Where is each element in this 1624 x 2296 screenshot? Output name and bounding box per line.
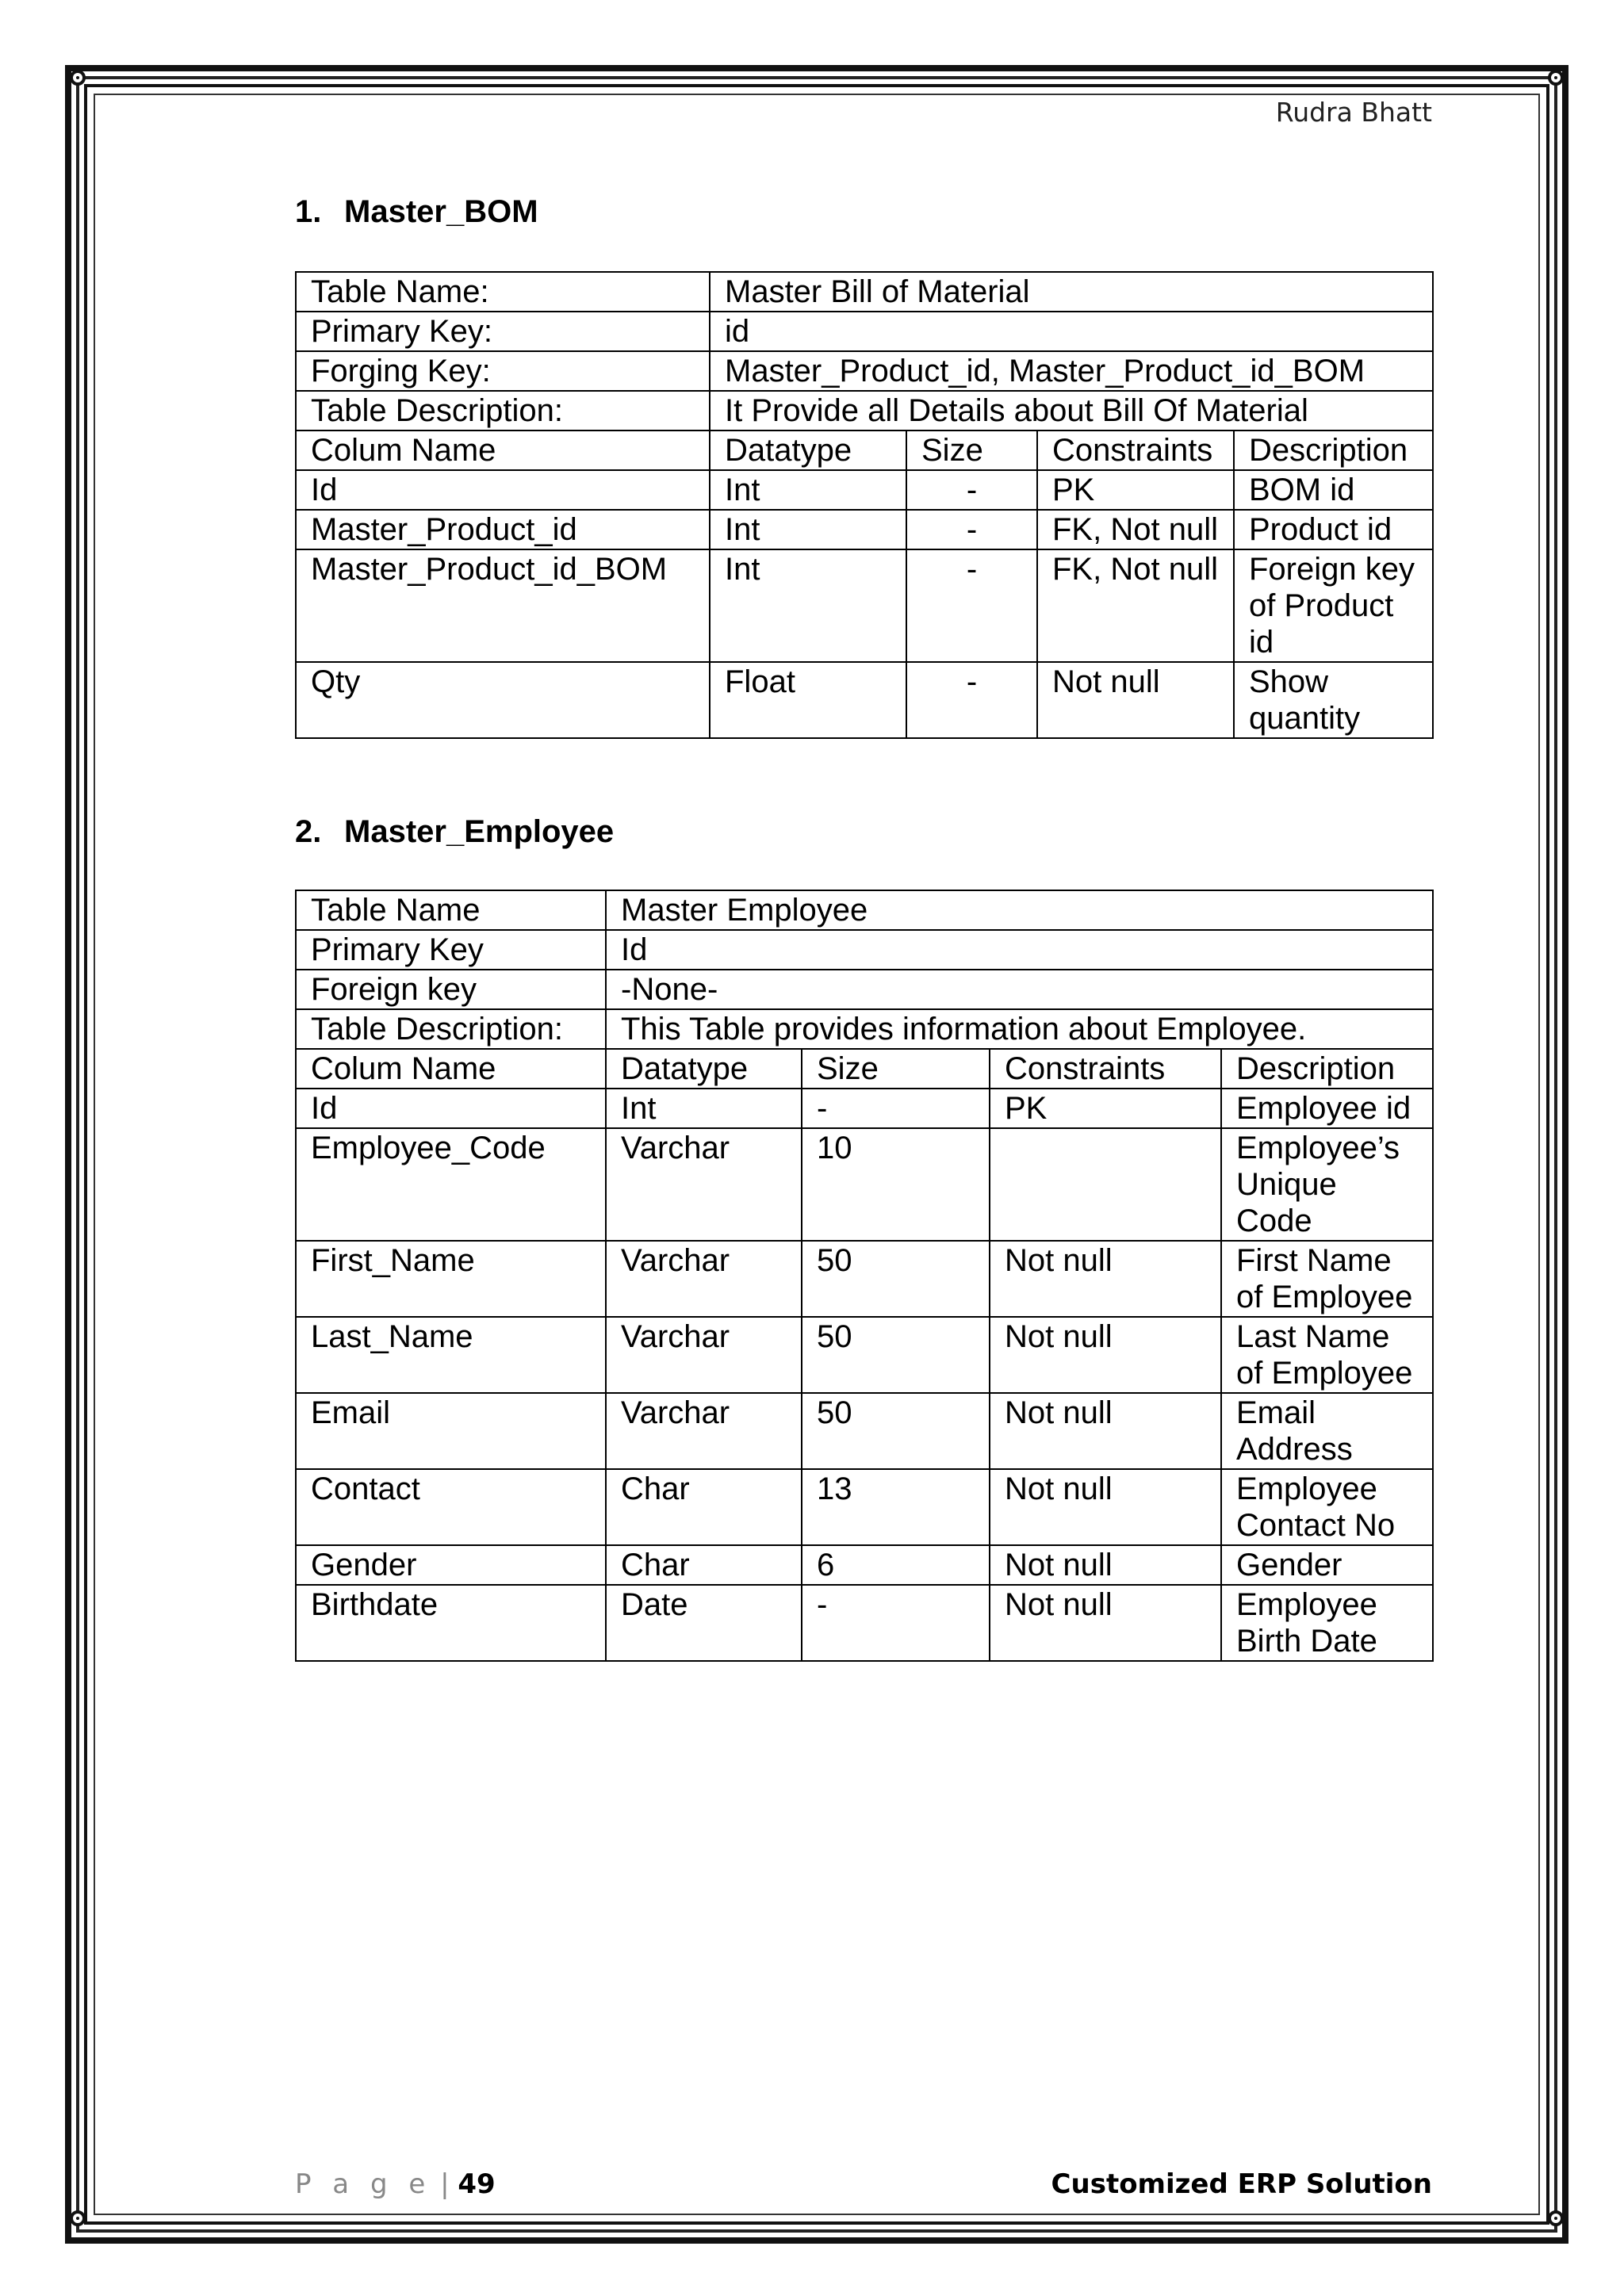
table-meta-row <box>296 272 1433 312</box>
corner-ornament-icon <box>70 70 86 86</box>
meta-label: Table Description: <box>296 1009 606 1049</box>
table-cell: 50 <box>802 1393 990 1469</box>
table-row <box>296 662 1433 738</box>
column-header: Colum Name <box>296 1049 606 1089</box>
table-cell <box>990 1128 1221 1241</box>
table-cell: 50 <box>802 1241 990 1317</box>
table-cell: BOM id <box>1234 470 1433 510</box>
table-cell: Qty <box>296 662 710 738</box>
table-cell: - <box>906 662 1037 738</box>
table-row <box>296 1545 1433 1585</box>
table-cell: Employee_Code <box>296 1128 606 1241</box>
table-cell: Varchar <box>606 1241 802 1317</box>
column-header: Description <box>1234 430 1433 470</box>
table-cell: Not null <box>990 1469 1221 1545</box>
footer-title: Customized ERP Solution <box>1051 2168 1432 2200</box>
table-cell: Foreign key of Product id <box>1234 549 1433 662</box>
table-cell: - <box>906 549 1037 662</box>
meta-label: Forging Key: <box>296 351 710 391</box>
table-row <box>296 1393 1433 1469</box>
meta-label: Foreign key <box>296 970 606 1009</box>
table-meta-row <box>296 890 1433 930</box>
section1-heading <box>295 194 538 230</box>
table-meta-row <box>296 970 1433 1009</box>
table-cell: Product id <box>1234 510 1433 549</box>
table-cell: Master_Product_id_BOM <box>296 549 710 662</box>
table-cell: Contact <box>296 1469 606 1545</box>
table-meta-row <box>296 391 1433 430</box>
table-cell: 13 <box>802 1469 990 1545</box>
table-cell: Id <box>296 470 710 510</box>
table-cell: FK, Not null <box>1037 510 1234 549</box>
footer-page-number: P a g e | 49 <box>295 2168 496 2200</box>
table-cell: Varchar <box>606 1128 802 1241</box>
meta-label: Primary Key: <box>296 312 710 351</box>
corner-ornament-icon <box>1548 2210 1564 2226</box>
table-meta-row <box>296 930 1433 970</box>
meta-label: Table Name <box>296 890 606 930</box>
table-cell: Not null <box>1037 662 1234 738</box>
table-meta-row <box>296 312 1433 351</box>
table-cell: Int <box>710 470 906 510</box>
section2-heading <box>295 814 614 850</box>
table-row <box>296 510 1433 549</box>
table-row <box>296 549 1433 662</box>
meta-value: Master Employee <box>606 890 1433 930</box>
section2-number: 2. <box>295 814 322 849</box>
table-cell: Last_Name <box>296 1317 606 1393</box>
column-header: Datatype <box>710 430 906 470</box>
meta-value: Id <box>606 930 1433 970</box>
table-cell: Gender <box>1221 1545 1433 1585</box>
header-author: Rudra Bhatt <box>1275 97 1432 128</box>
meta-label: Table Name: <box>296 272 710 312</box>
table-cell: First_Name <box>296 1241 606 1317</box>
column-header: Datatype <box>606 1049 802 1089</box>
column-header: Constraints <box>1037 430 1234 470</box>
meta-label: Primary Key <box>296 930 606 970</box>
table-meta-row <box>296 351 1433 391</box>
page-number: 49 <box>458 2168 496 2200</box>
table-cell: Email <box>296 1393 606 1469</box>
table-cell: Email Address <box>1221 1393 1433 1469</box>
table-cell: Not null <box>990 1393 1221 1469</box>
table-row <box>296 1128 1433 1241</box>
table-row <box>296 470 1433 510</box>
table-cell: Int <box>606 1089 802 1128</box>
table-row <box>296 1089 1433 1128</box>
table-cell: - <box>906 510 1037 549</box>
table-cell: Varchar <box>606 1317 802 1393</box>
table-cell: PK <box>990 1089 1221 1128</box>
table-cell: First Name of Employee <box>1221 1241 1433 1317</box>
table-cell: Not null <box>990 1317 1221 1393</box>
table-cell: Master_Product_id <box>296 510 710 549</box>
table-cell: Char <box>606 1469 802 1545</box>
table-cell: Char <box>606 1545 802 1585</box>
column-header: Size <box>802 1049 990 1089</box>
table-cell: - <box>802 1089 990 1128</box>
table-cell: Id <box>296 1089 606 1128</box>
table-cell: - <box>906 470 1037 510</box>
table-cell: Varchar <box>606 1393 802 1469</box>
table-cell: Last Name of Employee <box>1221 1317 1433 1393</box>
corner-ornament-icon <box>1548 70 1564 86</box>
table-cell: Not null <box>990 1585 1221 1661</box>
table-row <box>296 1241 1433 1317</box>
meta-label: Table Description: <box>296 391 710 430</box>
meta-value: This Table provides information about Employee. <box>606 1009 1433 1049</box>
column-header: Constraints <box>990 1049 1221 1089</box>
table-cell: - <box>802 1585 990 1661</box>
master-bom-table <box>295 271 1434 739</box>
table-cell: Employee Birth Date <box>1221 1585 1433 1661</box>
column-header: Description <box>1221 1049 1433 1089</box>
table-cell: Not null <box>990 1545 1221 1585</box>
meta-value: Master_Product_id, Master_Product_id_BOM <box>710 351 1433 391</box>
master-employee-table <box>295 890 1434 1662</box>
meta-value: id <box>710 312 1433 351</box>
table-header-row <box>296 430 1433 470</box>
table-cell: 10 <box>802 1128 990 1241</box>
meta-value: Master Bill of Material <box>710 272 1433 312</box>
table-cell: Show quantity <box>1234 662 1433 738</box>
page-label: P a g e <box>295 2168 432 2200</box>
table-row <box>296 1585 1433 1661</box>
table-cell: Birthdate <box>296 1585 606 1661</box>
table-cell: 6 <box>802 1545 990 1585</box>
table-header-row <box>296 1049 1433 1089</box>
table-row <box>296 1317 1433 1393</box>
table-cell: FK, Not null <box>1037 549 1234 662</box>
table-cell: Employee’s Unique Code <box>1221 1128 1433 1241</box>
table-cell: 50 <box>802 1317 990 1393</box>
table-cell: Gender <box>296 1545 606 1585</box>
column-header: Size <box>906 430 1037 470</box>
table-cell: Float <box>710 662 906 738</box>
table-cell: Employee id <box>1221 1089 1433 1128</box>
column-header: Colum Name <box>296 430 710 470</box>
table-cell: Date <box>606 1585 802 1661</box>
section1-number: 1. <box>295 194 322 229</box>
meta-value: -None- <box>606 970 1433 1009</box>
table-cell: Employee Contact No <box>1221 1469 1433 1545</box>
table-cell: Int <box>710 510 906 549</box>
section2-title: Master_Employee <box>344 814 615 849</box>
table-row <box>296 1469 1433 1545</box>
table-cell: PK <box>1037 470 1234 510</box>
table-meta-row <box>296 1009 1433 1049</box>
table-cell: Int <box>710 549 906 662</box>
corner-ornament-icon <box>70 2210 86 2226</box>
table-cell: Not null <box>990 1241 1221 1317</box>
section1-title: Master_BOM <box>344 194 538 229</box>
meta-value: It Provide all Details about Bill Of Material <box>710 391 1433 430</box>
